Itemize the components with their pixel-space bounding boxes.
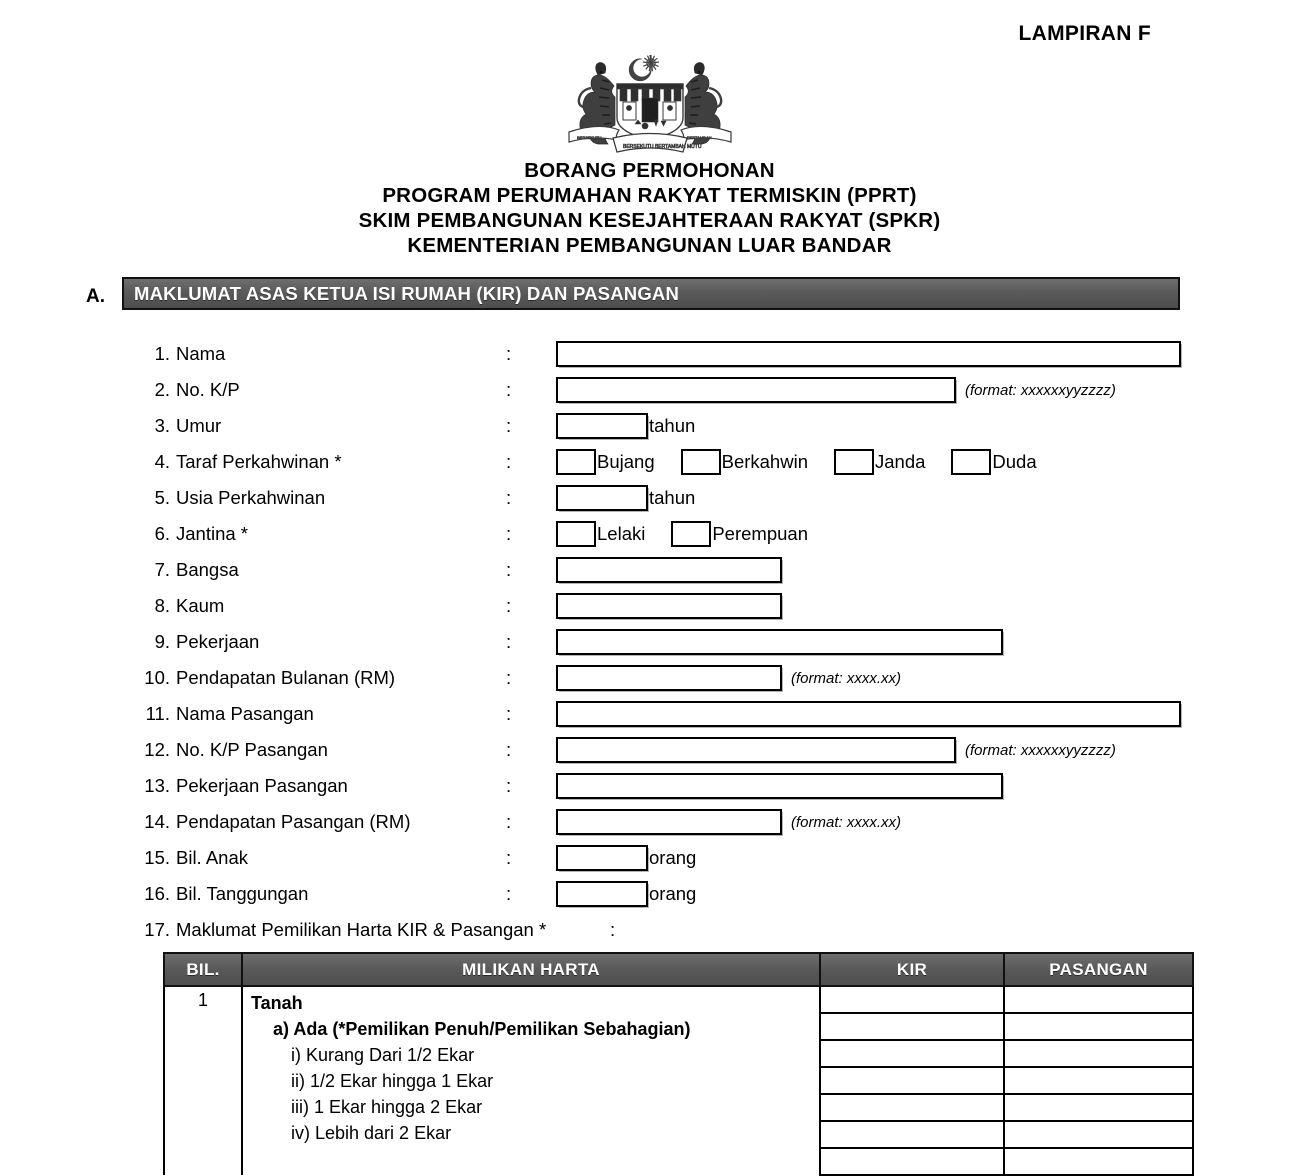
nokp-pasangan-format-hint: (format: xxxxxxyyzzzz) [965, 741, 1116, 759]
harta-kir-cell[interactable] [820, 1121, 1004, 1148]
bil-anak-input[interactable] [556, 845, 648, 871]
checkbox-bujang[interactable] [556, 449, 596, 475]
section-a-header-bar [122, 277, 1180, 310]
field-colon: : [506, 883, 512, 904]
field-label: Jantina * [176, 523, 248, 544]
field-row-bil-anak [0, 840, 1299, 876]
harta-kir-cell[interactable] [820, 1013, 1004, 1040]
field-colon: : [506, 667, 512, 688]
field-row-taraf-perkahwinan [0, 444, 1299, 480]
field-row-pendapatan-pasangan [0, 804, 1299, 840]
checkbox-label-janda: Janda [875, 451, 926, 472]
field-colon: : [506, 595, 512, 616]
field-number: 8. [154, 595, 170, 616]
field-row-nama-pasangan [0, 696, 1299, 732]
harta-kir-cell[interactable] [820, 1040, 1004, 1067]
pendapatan-bulanan-format-hint: (format: xxxx.xx) [791, 669, 902, 687]
field-colon: : [506, 559, 512, 580]
usia-perkahwinan-unit: tahun [649, 487, 696, 508]
title-line-4: KEMENTERIAN PEMBANGUNAN LUAR BANDAR [407, 234, 892, 257]
harta-pasangan-cell[interactable] [1004, 1040, 1193, 1067]
field-colon: : [506, 379, 512, 400]
field-label: Pekerjaan Pasangan [176, 775, 348, 796]
pendapatan-bulanan-input[interactable] [556, 665, 782, 691]
field-label: Kaum [176, 595, 225, 616]
field-number: 11. [145, 703, 170, 724]
harta-kir-cell[interactable] [820, 1148, 1004, 1175]
field-colon: : [506, 523, 512, 544]
harta-pasangan-cell[interactable] [1004, 1067, 1193, 1094]
kaum-input[interactable] [556, 593, 782, 619]
nokp-input[interactable] [556, 377, 956, 403]
checkbox-label-berkahwin: Berkahwin [721, 451, 808, 472]
svg-text:BERSEKUTU: BERSEKUTU [576, 135, 601, 140]
field-colon: : [610, 919, 616, 940]
harta-item-ii: ii) 1/2 Ekar hingga 1 Ekar [291, 1071, 494, 1091]
crest-container [0, 36, 1299, 158]
field-row-bil-tanggungan [0, 876, 1299, 912]
harta-pasangan-cell[interactable] [1004, 1013, 1193, 1040]
harta-item-i: i) Kurang Dari 1/2 Ekar [291, 1045, 475, 1065]
checkbox-berkahwin[interactable] [681, 449, 721, 475]
field-colon: : [506, 631, 512, 652]
malaysia-coat-of-arms-icon [557, 36, 743, 158]
svg-text:BERTAMBAH: BERTAMBAH [686, 135, 712, 140]
table-row [164, 986, 1193, 1013]
field-label: Pendapatan Bulanan (RM) [176, 667, 396, 688]
harta-item-iii: iii) 1 Ekar hingga 2 Ekar [291, 1097, 483, 1117]
harta-col-bil: BIL. [164, 953, 242, 986]
field-number: 6. [154, 523, 170, 544]
field-colon: : [506, 811, 512, 832]
field-label: Maklumat Pemilikan Harta KIR & Pasangan * [176, 919, 547, 940]
field-number: 1. [154, 343, 170, 364]
field-row-maklumat-harta [0, 912, 1299, 948]
field-colon: : [506, 739, 512, 760]
field-label: Taraf Perkahwinan * [176, 451, 342, 472]
field-label: Umur [176, 415, 222, 436]
section-a-letter: A. [86, 286, 105, 307]
umur-unit: tahun [649, 415, 696, 436]
field-number: 3. [154, 415, 170, 436]
field-number: 4. [154, 451, 170, 472]
pendapatan-pasangan-input[interactable] [556, 809, 782, 835]
field-number: 13. [144, 775, 170, 796]
nama-input[interactable] [556, 341, 1181, 367]
field-label: Bil. Tanggungan [176, 883, 309, 904]
field-number: 16. [144, 883, 170, 904]
field-row-bangsa [0, 552, 1299, 588]
field-colon: : [506, 451, 512, 472]
harta-table [163, 952, 1194, 1176]
field-number: 12. [144, 739, 170, 760]
field-number: 9. [154, 631, 170, 652]
field-number: 14. [144, 811, 170, 832]
field-label: Usia Perkahwinan [176, 487, 326, 508]
field-row-nokp [0, 372, 1299, 408]
field-label: No. K/P Pasangan [176, 739, 328, 760]
field-colon: : [506, 487, 512, 508]
bil-tanggungan-unit: orang [649, 883, 697, 904]
checkbox-label-duda: Duda [992, 451, 1037, 472]
harta-kir-cell[interactable] [820, 1067, 1004, 1094]
checkbox-perempuan[interactable] [671, 521, 711, 547]
field-number: 7. [154, 559, 170, 580]
checkbox-lelaki[interactable] [556, 521, 596, 547]
harta-item-tanah: Tanah [251, 993, 303, 1013]
field-row-kaum [0, 588, 1299, 624]
usia-perkahwinan-input[interactable] [556, 485, 648, 511]
checkbox-duda[interactable] [951, 449, 991, 475]
harta-item-iv: iv) Lebih dari 2 Ekar [291, 1123, 452, 1143]
harta-bil-cell: 1 [164, 986, 242, 1175]
harta-kir-cell[interactable] [820, 986, 1004, 1013]
title-line-1: BORANG PERMOHONAN [524, 159, 775, 182]
field-row-nokp-pasangan [0, 732, 1299, 768]
field-row-pekerjaan [0, 624, 1299, 660]
field-colon: : [506, 343, 512, 364]
harta-pasangan-cell[interactable] [1004, 1148, 1193, 1175]
field-colon: : [506, 415, 512, 436]
bil-anak-unit: orang [649, 847, 697, 868]
field-number: 2. [154, 379, 170, 400]
field-label: Bil. Anak [176, 847, 248, 868]
bangsa-input[interactable] [556, 557, 782, 583]
field-label: Bangsa [176, 559, 239, 580]
harta-col-milikan: MILIKAN HARTA [242, 953, 820, 986]
title-line-2: PROGRAM PERUMAHAN RAKYAT TERMISKIN (PPRT) [382, 184, 917, 207]
title-line-3: SKIM PEMBANGUNAN KESEJAHTERAAN RAKYAT (SPKR) [358, 209, 941, 232]
svg-text:BERSEKUTU BERTAMBAH MUTU: BERSEKUTU BERTAMBAH MUTU [622, 144, 701, 150]
field-colon: : [506, 775, 512, 796]
field-row-usia-perkahwinan [0, 480, 1299, 516]
pekerjaan-pasangan-input[interactable] [556, 773, 1003, 799]
harta-item-ada: a) Ada (*Pemilikan Penuh/Pemilikan Sebahagian) [273, 1019, 691, 1039]
harta-pasangan-cell[interactable] [1004, 986, 1193, 1013]
field-number: 17. [144, 919, 170, 940]
form-fields [0, 336, 1299, 948]
lampiran-label: LAMPIRAN F [1018, 22, 1151, 45]
field-row-umur [0, 408, 1299, 444]
section-a-title: MAKLUMAT ASAS KETUA ISI RUMAH (KIR) DAN PASANGAN [134, 282, 680, 304]
field-row-jantina [0, 516, 1299, 552]
harta-pasangan-cell[interactable] [1004, 1094, 1193, 1121]
bil-tanggungan-input[interactable] [556, 881, 648, 907]
checkbox-label-perempuan: Perempuan [712, 523, 808, 544]
harta-table-header-row [164, 953, 1193, 986]
pendapatan-pasangan-format-hint: (format: xxxx.xx) [791, 813, 902, 831]
field-number: 15. [144, 847, 170, 868]
field-label: No. K/P [176, 379, 240, 400]
checkbox-janda[interactable] [834, 449, 874, 475]
harta-kir-cell[interactable] [820, 1094, 1004, 1121]
field-colon: : [506, 703, 512, 724]
field-number: 5. [154, 487, 170, 508]
field-colon: : [506, 847, 512, 868]
field-label: Nama Pasangan [176, 703, 314, 724]
field-number: 10. [144, 667, 170, 688]
document-title-block [0, 158, 1299, 258]
field-row-pendapatan-bulanan [0, 660, 1299, 696]
harta-col-kir: KIR [820, 953, 1004, 986]
checkbox-label-bujang: Bujang [597, 451, 655, 472]
field-label: Pekerjaan [176, 631, 260, 652]
harta-col-pasangan: PASANGAN [1004, 953, 1193, 986]
nokp-pasangan-input[interactable] [556, 737, 956, 763]
nama-pasangan-input[interactable] [556, 701, 1181, 727]
field-label: Pendapatan Pasangan (RM) [176, 811, 411, 832]
umur-input[interactable] [556, 413, 648, 439]
pekerjaan-input[interactable] [556, 629, 1003, 655]
nokp-format-hint: (format: xxxxxxyyzzzz) [965, 381, 1116, 399]
harta-items-cell [242, 986, 820, 1175]
checkbox-label-lelaki: Lelaki [597, 523, 646, 544]
harta-pasangan-cell[interactable] [1004, 1121, 1193, 1148]
field-row-nama [0, 336, 1299, 372]
field-label: Nama [176, 343, 226, 364]
field-row-pekerjaan-pasangan [0, 768, 1299, 804]
